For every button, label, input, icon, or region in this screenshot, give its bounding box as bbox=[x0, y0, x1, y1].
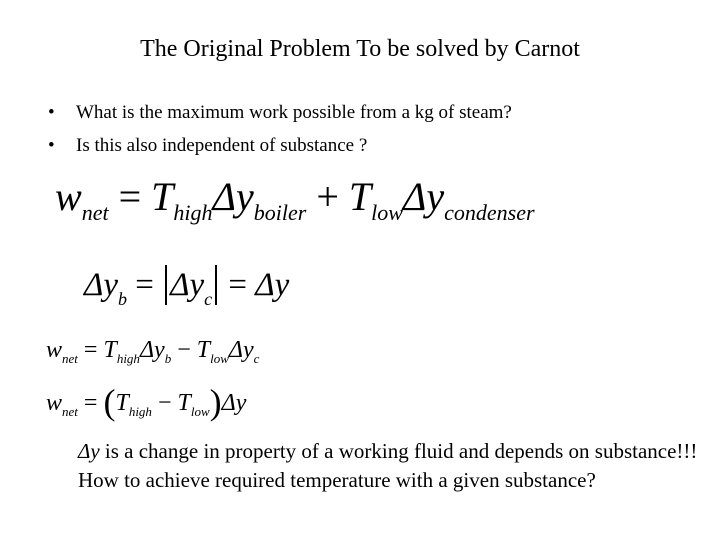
eq-symbol: w bbox=[46, 337, 63, 363]
eq-subscript: b bbox=[118, 289, 128, 309]
note-delta-y: Δy bbox=[78, 439, 100, 463]
eq-symbol: Δy bbox=[255, 267, 290, 303]
eq-subscript: low bbox=[190, 404, 210, 419]
eq-operator: = bbox=[83, 390, 98, 416]
eq-subscript: low bbox=[371, 200, 403, 225]
eq-symbol: T bbox=[103, 337, 117, 363]
equation-net-work-difference bbox=[46, 337, 260, 366]
note-text bbox=[78, 437, 708, 495]
eq-operator: + bbox=[316, 174, 339, 219]
eq-subscript: condenser bbox=[444, 200, 535, 225]
eq-paren-close: ) bbox=[209, 382, 222, 422]
eq-symbol: Δy bbox=[228, 337, 254, 363]
eq-operator: − bbox=[177, 337, 191, 363]
eq-symbol: w bbox=[55, 174, 82, 219]
bullet-item: • Is this also independent of substance ? bbox=[48, 129, 512, 162]
eq-subscript: high bbox=[173, 200, 213, 225]
eq-subscript: net bbox=[81, 200, 109, 225]
eq-subscript: net bbox=[62, 404, 78, 419]
eq-subscript: high bbox=[128, 404, 152, 419]
eq-symbol: T bbox=[151, 174, 174, 219]
eq-subscript: low bbox=[210, 351, 229, 366]
eq-paren-open: ( bbox=[103, 382, 116, 422]
eq-subscript: net bbox=[62, 351, 78, 366]
eq-subscript: high bbox=[116, 351, 140, 366]
eq-symbol: T bbox=[115, 390, 129, 416]
eq-operator: = bbox=[118, 174, 142, 219]
eq-symbol: Δy bbox=[139, 337, 165, 363]
eq-symbol: T bbox=[177, 390, 191, 416]
eq-symbol: Δy bbox=[221, 390, 247, 416]
eq-subscript: c bbox=[204, 289, 213, 309]
bullet-list bbox=[48, 96, 512, 162]
eq-subscript: boiler bbox=[253, 200, 307, 225]
eq-symbol: Δy bbox=[170, 267, 205, 303]
eq-symbol: Δy bbox=[212, 174, 254, 219]
eq-symbol: w bbox=[46, 390, 63, 416]
bullet-item: • What is the maximum work possible from a kg of steam? bbox=[48, 96, 512, 129]
abs-bar-right bbox=[215, 265, 217, 305]
eq-symbol: T bbox=[196, 337, 211, 363]
eq-operator: = bbox=[83, 337, 98, 363]
eq-subscript: b bbox=[164, 351, 172, 366]
slide-title: The Original Problem To be solved by Carnot bbox=[140, 36, 580, 62]
note-line-1: is a change in property of a working fluid and depends on substance!!! bbox=[99, 439, 698, 463]
eq-operator: = bbox=[135, 267, 154, 303]
eq-symbol: Δy bbox=[402, 174, 445, 219]
eq-operator: − bbox=[157, 390, 172, 416]
eq-operator: = bbox=[228, 267, 248, 303]
equation-net-work-factored bbox=[46, 384, 246, 420]
equation-net-work-general bbox=[55, 174, 535, 225]
note-line-2: How to achieve required temperature with a given substance? bbox=[78, 468, 596, 492]
eq-symbol: T bbox=[348, 174, 372, 219]
eq-subscript: c bbox=[253, 351, 260, 366]
eq-symbol: Δy bbox=[84, 267, 119, 303]
equation-delta-y-equality bbox=[84, 265, 290, 309]
abs-bar-left bbox=[165, 265, 167, 305]
